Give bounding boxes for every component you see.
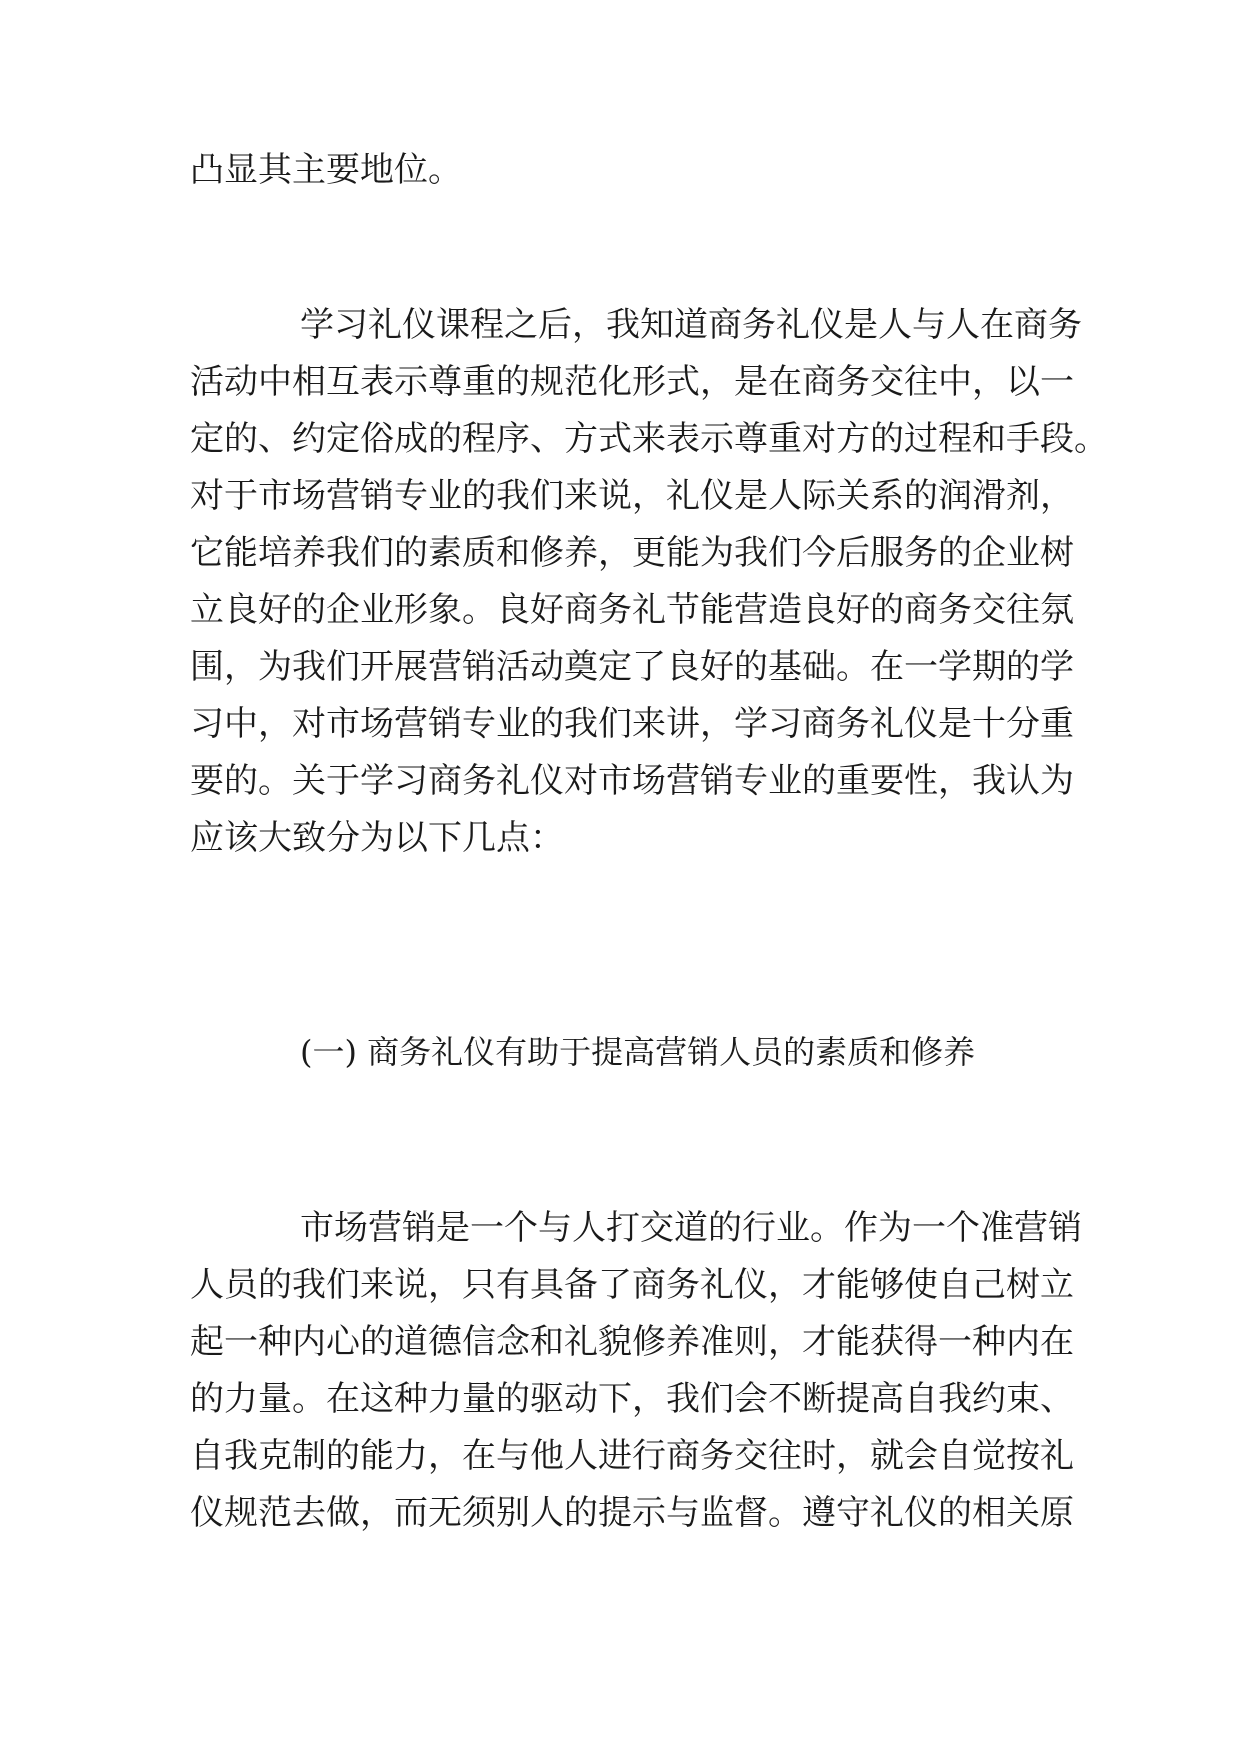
paragraph-line: 自我克制的能力，在与他人进行商务交往时，就会自觉按礼	[190, 1436, 1074, 1476]
paragraph-line: 应该大致分为以下几点：	[190, 818, 564, 858]
paragraph-line: 的力量。在这种力量的驱动下，我们会不断提高自我约束、	[190, 1379, 1074, 1419]
paragraph-line: 人员的我们来说，只有具备了商务礼仪，才能够使自己树立	[190, 1265, 1074, 1305]
paragraph-line: 它能培养我们的素质和修养，更能为我们今后服务的企业树	[190, 533, 1074, 573]
paragraph-line: 市场营销是一个与人打交道的行业。作为一个准营销	[300, 1208, 1082, 1248]
paragraph-line: 活动中相互表示尊重的规范化形式，是在商务交往中，以一	[190, 362, 1074, 402]
intro-line: 凸显其主要地位。	[190, 150, 462, 190]
paragraph-line: 围，为我们开展营销活动奠定了良好的基础。在一学期的学	[190, 647, 1074, 687]
paragraph-line: 要的。关于学习商务礼仪对市场营销专业的重要性，我认为	[190, 761, 1074, 801]
paragraph-line: 仪规范去做，而无须别人的提示与监督。遵守礼仪的相关原	[190, 1493, 1074, 1533]
paragraph-line: 学习礼仪课程之后，我知道商务礼仪是人与人在商务	[300, 305, 1082, 345]
paragraph-line: 习中，对市场营销专业的我们来讲，学习商务礼仪是十分重	[190, 704, 1074, 744]
section-heading: (一) 商务礼仪有助于提高营销人员的素质和修养	[300, 1033, 976, 1071]
paragraph-line: 对于市场营销专业的我们来说，礼仪是人际关系的润滑剂，	[190, 476, 1074, 516]
paragraph-line: 立良好的企业形象。良好商务礼节能营造良好的商务交往氛	[190, 590, 1074, 630]
paragraph-line: 起一种内心的道德信念和礼貌修养准则，才能获得一种内在	[190, 1322, 1074, 1362]
paragraph-line: 定的、约定俗成的程序、方式来表示尊重对方的过程和手段。	[190, 419, 1108, 459]
